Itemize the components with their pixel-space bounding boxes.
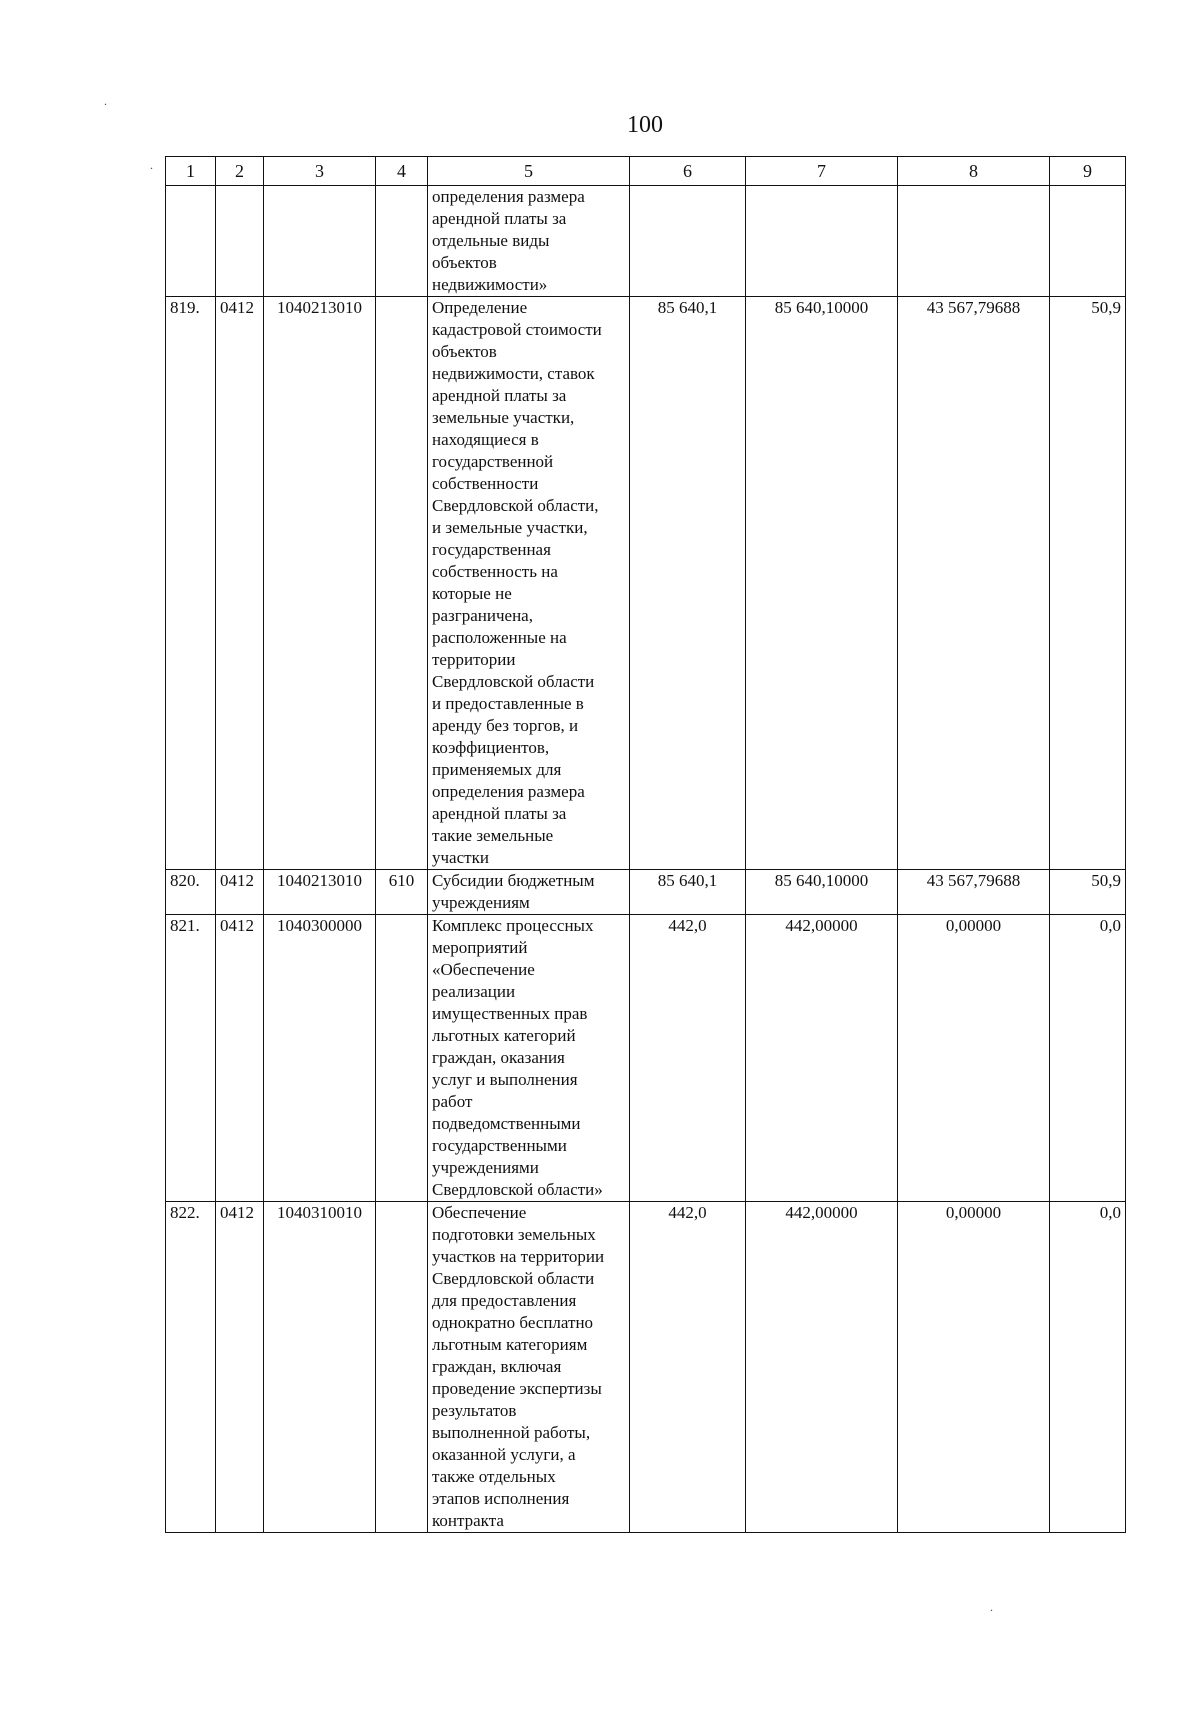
col-header: 2 — [216, 157, 264, 186]
description-line: мероприятий — [432, 938, 528, 957]
description-line: «Обеспечение — [432, 960, 535, 979]
percent-executed: 50,9 — [1050, 870, 1126, 915]
percent-executed: 0,0 — [1050, 1202, 1126, 1533]
description-line: участки — [432, 848, 489, 867]
description-line: земельные участки, — [432, 408, 575, 427]
description-line: отдельные виды — [432, 231, 550, 250]
description-line: такие земельные — [432, 826, 554, 845]
expense-type — [376, 297, 428, 870]
description-line: арендной платы за — [432, 209, 567, 228]
plan-amount: 442,0 — [630, 915, 746, 1202]
description-line: учреждениями — [432, 1158, 539, 1177]
description-line: применяемых для — [432, 760, 562, 779]
row-number: 821. — [166, 915, 216, 1202]
budget-amount: 85 640,10000 — [746, 297, 898, 870]
description-line: реализации — [432, 982, 516, 1001]
description-line: определения размера — [432, 782, 585, 801]
description-line: собственности — [432, 474, 539, 493]
description-line: Свердловской области» — [432, 1180, 603, 1199]
row-number: 819. — [166, 297, 216, 870]
expense-type: 610 — [376, 870, 428, 915]
row-number — [166, 186, 216, 297]
description-line: этапов исполнения — [432, 1489, 570, 1508]
table-row — [166, 186, 1126, 297]
description-line: объектов — [432, 342, 497, 361]
description-line: однократно бесплатно — [432, 1313, 594, 1332]
percent-executed: 0,0 — [1050, 915, 1126, 1202]
description — [428, 186, 630, 297]
description-line: имущественных прав — [432, 1004, 588, 1023]
section-code: 0412 — [216, 1202, 264, 1533]
description-line: государственной — [432, 452, 554, 471]
description-line: Свердловской области — [432, 672, 595, 691]
description-line: результатов — [432, 1401, 517, 1420]
percent-executed: 50,9 — [1050, 297, 1126, 870]
description-line: участков на территории — [432, 1247, 605, 1266]
description-line: подведомственными — [432, 1114, 581, 1133]
budget-amount: 442,00000 — [746, 1202, 898, 1533]
description-line: арендной платы за — [432, 386, 567, 405]
budget-table — [165, 156, 1126, 1533]
percent-executed — [1050, 186, 1126, 297]
description-line: кадастровой стоимости — [432, 320, 602, 339]
plan-amount: 442,0 — [630, 1202, 746, 1533]
description-line: коэффициентов, — [432, 738, 550, 757]
expense-type — [376, 1202, 428, 1533]
description — [428, 915, 630, 1202]
description — [428, 1202, 630, 1533]
section-code: 0412 — [216, 915, 264, 1202]
description-line: для предоставления — [432, 1291, 577, 1310]
plan-amount: 85 640,1 — [630, 297, 746, 870]
target-code: 1040310010 — [264, 1202, 376, 1533]
description-line: недвижимости, ставок — [432, 364, 595, 383]
row-number: 820. — [166, 870, 216, 915]
description-line: и земельные участки, — [432, 518, 588, 537]
description-line: Обеспечение — [432, 1203, 527, 1222]
scan-dot: . — [104, 94, 107, 108]
description-line: учреждениям — [432, 893, 530, 912]
col-header: 8 — [898, 157, 1050, 186]
description-line: льготных категорий — [432, 1026, 576, 1045]
description-line: расположенные на — [432, 628, 567, 647]
col-header: 6 — [630, 157, 746, 186]
description-line: контракта — [432, 1511, 504, 1530]
description-line: работ — [432, 1092, 473, 1111]
table-row — [166, 1202, 1126, 1533]
description-line: аренду без торгов, и — [432, 716, 579, 735]
description-line: государственными — [432, 1136, 567, 1155]
budget-amount: 442,00000 — [746, 915, 898, 1202]
description — [428, 870, 630, 915]
description-line: подготовки земельных — [432, 1225, 596, 1244]
table-row — [166, 870, 1126, 915]
executed-amount: 0,00000 — [898, 915, 1050, 1202]
executed-amount: 43 567,79688 — [898, 870, 1050, 915]
description-line: Свердловской области, — [432, 496, 599, 515]
description-line: Свердловской области — [432, 1269, 595, 1288]
plan-amount — [630, 186, 746, 297]
description-line: граждан, оказания — [432, 1048, 565, 1067]
description-line: и предоставленные в — [432, 694, 584, 713]
header-row — [166, 157, 1126, 186]
description-line: недвижимости» — [432, 275, 548, 294]
col-header: 9 — [1050, 157, 1126, 186]
description-line: объектов — [432, 253, 497, 272]
col-header: 5 — [428, 157, 630, 186]
description-line: находящиеся в — [432, 430, 539, 449]
section-code: 0412 — [216, 297, 264, 870]
scan-dot: . — [150, 158, 153, 172]
description-line: государственная — [432, 540, 551, 559]
section-code: 0412 — [216, 870, 264, 915]
description-line: выполненной работы, — [432, 1423, 591, 1442]
table-row — [166, 915, 1126, 1202]
description-line: территории — [432, 650, 516, 669]
description-line: собственность на — [432, 562, 558, 581]
description-line: Комплекс процессных — [432, 916, 594, 935]
executed-amount: 43 567,79688 — [898, 297, 1050, 870]
executed-amount: 0,00000 — [898, 1202, 1050, 1533]
scan-dot: . — [990, 1600, 993, 1614]
description-line: которые не — [432, 584, 512, 603]
budget-amount: 85 640,10000 — [746, 870, 898, 915]
description-line: разграничена, — [432, 606, 533, 625]
col-header: 3 — [264, 157, 376, 186]
col-header: 4 — [376, 157, 428, 186]
description-line: также отдельных — [432, 1467, 556, 1486]
description-line: Субсидии бюджетным — [432, 871, 595, 890]
description — [428, 297, 630, 870]
plan-amount: 85 640,1 — [630, 870, 746, 915]
expense-type — [376, 186, 428, 297]
description-line: льготным категориям — [432, 1335, 588, 1354]
description-line: проведение экспертизы — [432, 1379, 602, 1398]
budget-amount — [746, 186, 898, 297]
col-header: 7 — [746, 157, 898, 186]
page-number: 100 — [627, 112, 663, 138]
description-line: арендной платы за — [432, 804, 567, 823]
table-row — [166, 297, 1126, 870]
target-code: 1040213010 — [264, 870, 376, 915]
executed-amount — [898, 186, 1050, 297]
col-header: 1 — [166, 157, 216, 186]
description-line: Определение — [432, 298, 528, 317]
row-number: 822. — [166, 1202, 216, 1533]
target-code: 1040213010 — [264, 297, 376, 870]
description-line: оказанной услуги, а — [432, 1445, 576, 1464]
target-code — [264, 186, 376, 297]
description-line: определения размера — [432, 187, 585, 206]
target-code: 1040300000 — [264, 915, 376, 1202]
expense-type — [376, 915, 428, 1202]
description-line: граждан, включая — [432, 1357, 562, 1376]
description-line: услуг и выполнения — [432, 1070, 578, 1089]
section-code — [216, 186, 264, 297]
